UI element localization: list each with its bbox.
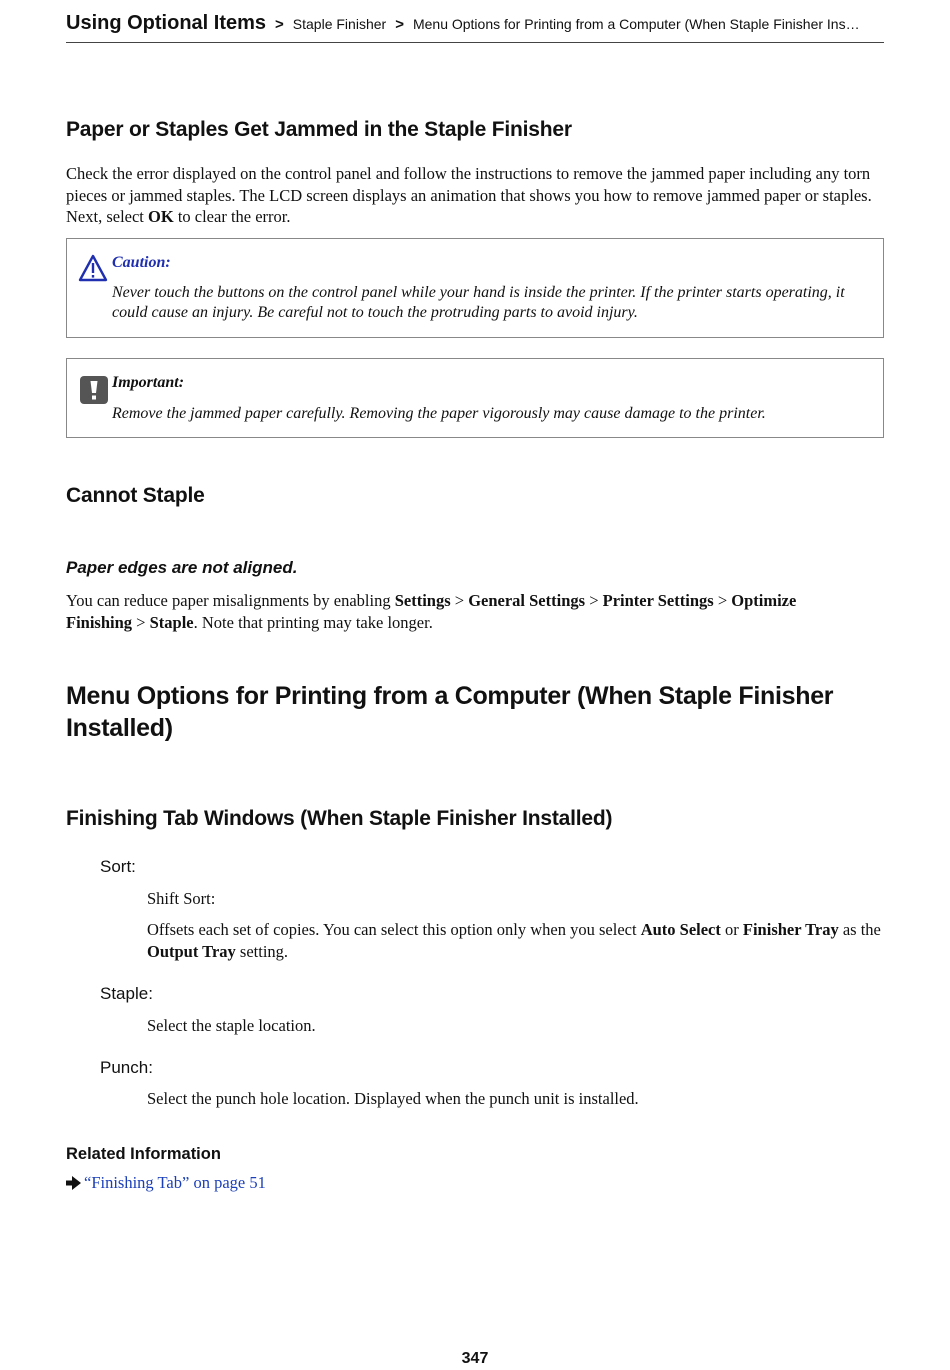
path-separator: > — [450, 591, 469, 610]
path-separator: > — [132, 612, 150, 632]
cannot-staple-text-end: . Note that printing may take longer. — [193, 612, 433, 632]
breadcrumb-staple-finisher[interactable]: Staple Finisher — [292, 16, 387, 32]
breadcrumb-separator: > — [395, 16, 404, 33]
section-heading-cannot-staple: Cannot Staple — [66, 484, 205, 507]
output-tray-term: Output Tray — [147, 941, 236, 961]
caution-title: Caution: — [112, 254, 171, 271]
staple-term: Staple — [149, 612, 194, 632]
important-title: Important: — [112, 374, 185, 391]
breadcrumb-menu-options[interactable]: Menu Options for Printing from a Computer (When Staple Finisher Ins… — [412, 16, 860, 32]
shift-sort-text: as the — [838, 920, 881, 939]
exclamation-icon — [80, 376, 108, 404]
term-shift-sort: Shift Sort: — [147, 889, 216, 908]
punch-description: Select the punch hole location. Displayed when the punch unit is installed. — [147, 1089, 639, 1108]
path-separator: > — [713, 591, 732, 610]
section-heading-jammed: Paper or Staples Get Jammed in the Staple Finisher — [66, 118, 572, 141]
finisher-tray-term: Finisher Tray — [742, 920, 839, 939]
ok-term: OK — [148, 207, 174, 226]
finishing-tab-link[interactable]: “Finishing Tab” on page 51 — [84, 1173, 266, 1192]
term-punch: Punch: — [100, 1058, 153, 1077]
jammed-paragraph — [66, 163, 884, 228]
page-title-menu-options: Menu Options for Printing from a Computer (When Staple Finisher Installed) — [66, 682, 834, 742]
section-heading-finishing-tab: Finishing Tab Windows (When Staple Finisher Installed) — [66, 807, 613, 830]
page-number: 347 — [461, 1350, 489, 1367]
term-sort: Sort: — [100, 857, 136, 876]
breadcrumb-separator: > — [275, 16, 284, 33]
path-separator: > — [585, 591, 603, 610]
optimize-finishing-term: Optimize Finishing — [66, 591, 797, 632]
cannot-staple-text: You can reduce paper misalignments by enabling — [66, 591, 395, 610]
shift-sort-text: Offsets each set of copies. You can select this option only when you select — [147, 920, 641, 939]
caution-text: Never touch the buttons on the control panel while your hand is inside the printer. If the printer starts operating, it could cause an injury. Be careful not to touch the protruding parts to avoid injury. — [112, 284, 845, 321]
warning-triangle-icon — [78, 254, 108, 282]
printer-settings-term: Printer Settings — [602, 591, 714, 610]
caution-box — [66, 238, 884, 338]
jammed-paragraph-text-end: to clear the error. — [173, 207, 291, 226]
shift-sort-text: or — [720, 920, 743, 939]
important-box — [66, 358, 884, 438]
staple-description: Select the staple location. — [147, 1016, 316, 1035]
related-link-row — [66, 1172, 266, 1194]
cannot-staple-paragraph — [66, 590, 866, 633]
general-settings-term: General Settings — [468, 591, 586, 610]
settings-term: Settings — [394, 591, 451, 610]
related-information-heading: Related Information — [66, 1145, 221, 1163]
shift-sort-description — [147, 919, 884, 962]
jammed-paragraph-text: Check the error displayed on the control panel and follow the instructions to remove the jammed paper including any torn pieces or jammed staples. The LCD screen displays an animation that shows you how to remove jammed paper or staples. Next, select — [66, 164, 872, 226]
important-text: Remove the jammed paper carefully. Removing the paper vigorously may cause damage to the printer. — [112, 405, 766, 422]
breadcrumb — [66, 12, 884, 43]
breadcrumb-main[interactable]: Using Optional Items — [66, 12, 267, 34]
auto-select-term: Auto Select — [640, 920, 721, 939]
subheading-paper-edges: Paper edges are not aligned. — [66, 558, 298, 577]
shift-sort-text-end: setting. — [235, 941, 289, 961]
arrow-right-icon — [66, 1176, 81, 1190]
term-staple: Staple: — [100, 984, 153, 1003]
